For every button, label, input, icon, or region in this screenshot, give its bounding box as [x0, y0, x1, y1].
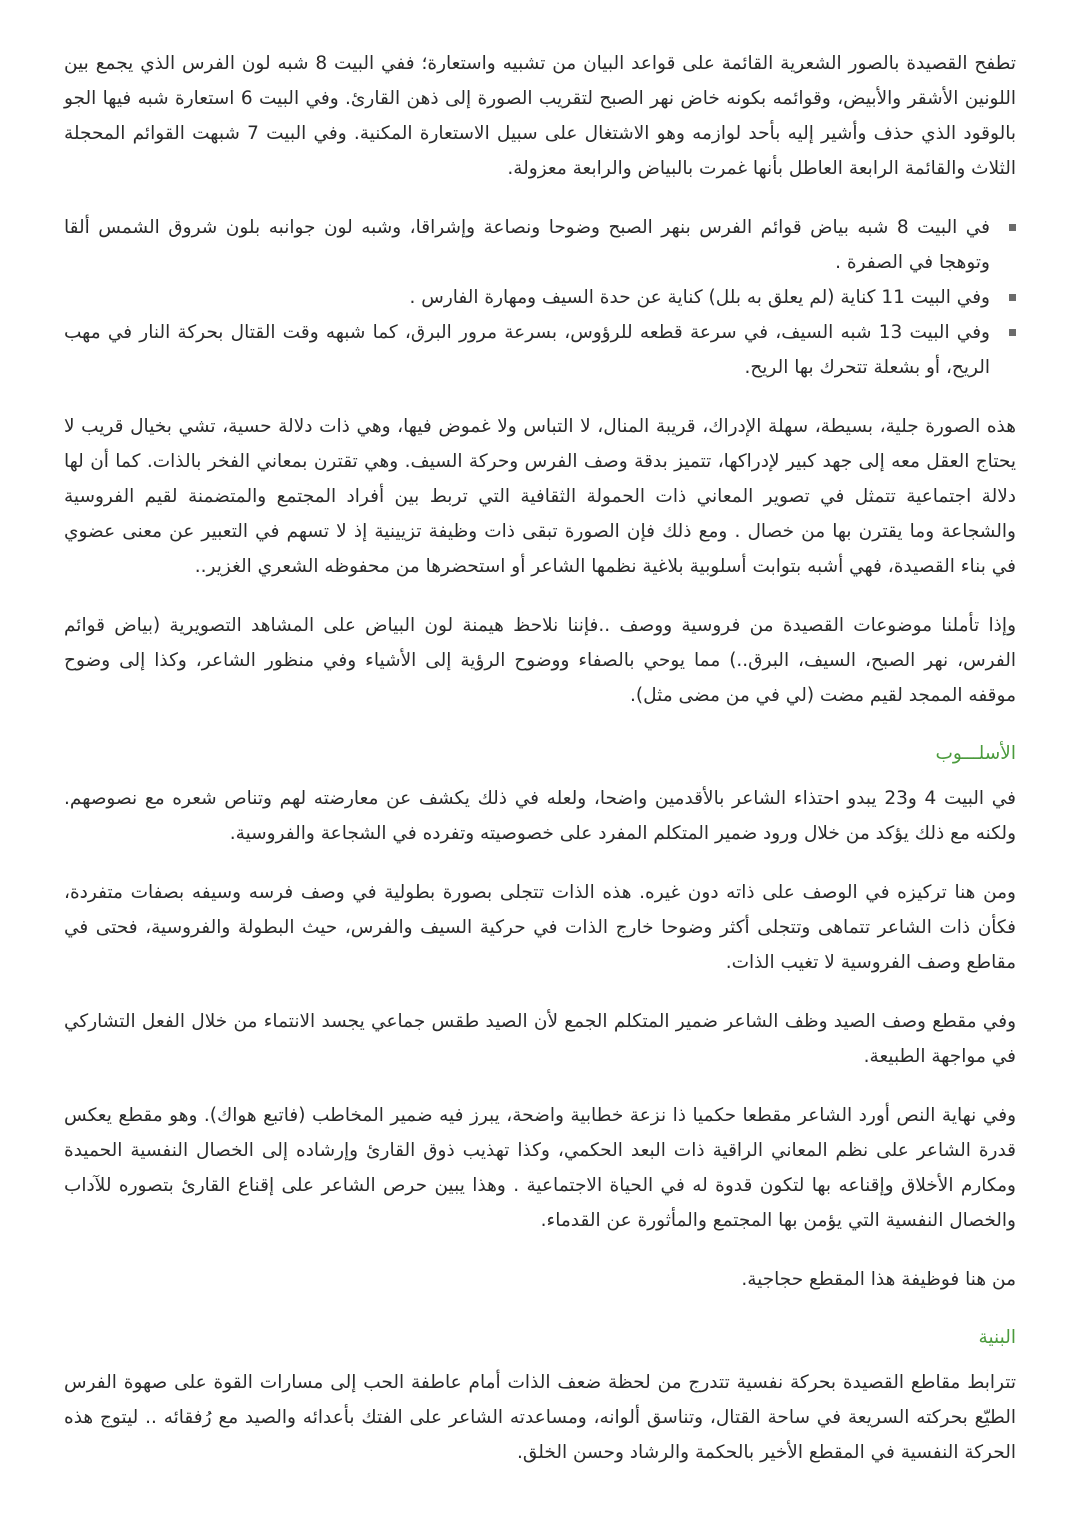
structure-paragraph: تترابط مقاطع القصيدة بحركة نفسية تتدرج من لحظة ضعف الذات أمام عاطفة الحب إلى مسارات القوة على صهوة الفرس الطيّع بحركته السريعة في ساحة القتال، وتناسق ألوانه، ومساعدته الشاعر على الفتك بأعدائه والصيد مع رُفقائه .. ليتوج هذه الحركة النفسية في المقطع الأخير بالحكمة والرشاد وحسن الخلق.: [64, 1372, 1016, 1463]
style-paragraph: ومن هنا تركيزه في الوصف على ذاته دون غيره. هذه الذات تتجلى بصورة بطولية في وصف فرسه وسيفه بصفات متفردة، فكأن ذات الشاعر تتماهى وتتجلى أكثر وضوحا خارج الذات في حركية السيف والفرس، حيث البطولة والفروسية، فحتى في مقاطع وصف الفروسية لا تغيب الذات.: [64, 882, 1016, 973]
style-paragraph: في البيت 4 و23 يبدو احتذاء الشاعر بالأقدمين واضحا، ولعله في ذلك يكشف عن معارضته لهم وتناص شعره مع نصوصهم. ولكنه مع ذلك يؤكد من خلال ورود ضمير المتكلم المفرد على خصوصيته وتفرده في الشجاعة والفروسية.: [64, 788, 1016, 844]
bullet-text: في البيت 8 شبه بياض قوائم الفرس بنهر الصبح وضوحا ونصاعة وإشراقا، وشبه لون جوانبه بلون شروق الشمس ألقا وتوهجا في الصفرة .: [64, 217, 990, 273]
bullet-text: وفي البيت 11 كناية (لم يعلق به بلل) كناية عن حدة السيف ومهارة الفارس .: [409, 287, 990, 308]
square-bullet-icon: [1009, 329, 1016, 336]
imagery-bullet-list: [64, 210, 1016, 385]
square-bullet-icon: [1009, 224, 1016, 231]
article-body: [64, 46, 1016, 1494]
bullet-item: [64, 315, 990, 385]
style-paragraph: وفي نهاية النص أورد الشاعر مقطعا حكميا ذا نزعة خطابية واضحة، يبرز فيه ضمير المخاطب (فاتبع هواك). وهو مقطع يعكس قدرة الشاعر على نظم المعاني الراقية ذات البعد الحكمي، وكذا تهذيب ذوق القارئ وإرشاده إلى الخصال النفسية الحميدة ومكارم الأخلاق وإقناعه بها لتكون قدوة له في الحياة الاجتماعية . وهذا يبين حرص الشاعر على إقناع القارئ بتصوره للآداب والخصال النفسية التي يؤمن بها المجتمع والمأثورة عن القدماء.: [64, 1105, 1016, 1231]
style-paragraph: من هنا فوظيفة هذا المقطع حجاجية.: [741, 1269, 1016, 1290]
style-paragraph: وفي مقطع وصف الصيد وظف الشاعر ضمير المتكلم الجمع لأن الصيد طقس جماعي يجسد الانتماء من خلال الفعل التشاركي في مواجهة الطبيعة.: [64, 1011, 1016, 1067]
structure-section-heading: البنية: [978, 1327, 1016, 1348]
square-bullet-icon: [1009, 294, 1016, 301]
bullet-item: [64, 210, 990, 280]
intro-paragraph: تطفح القصيدة بالصور الشعرية القائمة على قواعد البيان من تشبيه واستعارة؛ ففي البيت 8 شبه لون الفرس الذي يجمع بين اللونين الأشقر والأبيض، وقوائمه بكونه خاض نهر الصبح لتقريب الصورة إلى ذهن القارئ. وفي البيت 6 استعارة شبه فيها الجو بالوقود الذي حذف وأشير إليه بأحد لوازمه وهو الاشتغال على سبيل الاستعارة المكنية. وفي البيت 7 شبهت القوائم المحجلة الثلاث والقائمة الرابعة العاطل بأنها غمرت بالبياض والرابعة معزولة.: [64, 53, 1016, 179]
bullet-item: [64, 280, 990, 315]
bullet-text: وفي البيت 13 شبه السيف، في سرعة قطعه للرؤوس، بسرعة مرور البرق، كما شبهه وقت القتال بحركة النار في مهب الريح، أو بشعلة تتحرك بها الريح.: [64, 322, 990, 378]
style-section-heading: الأسلـــوب: [935, 743, 1016, 764]
image-analysis-paragraph: هذه الصورة جلية، بسيطة، سهلة الإدراك، قريبة المنال، لا التباس ولا غموض فيها، وهي ذات دلالة حسية، تشي بخيال قريب لا يحتاج العقل معه إلى جهد كبير لإدراكها، تتميز بدقة وصف الفرس وحركة السيف. وهي تقترن بمعاني الفخر بالذات. كما أن لها دلالة اجتماعية تتمثل في تصوير المعاني ذات الحمولة الثقافية التي تربط بين أفراد المجتمع والمتضمنة لقيم الفروسية والشجاعة وما يقترن بها من خصال . ومع ذلك فإن الصورة تبقى ذات وظيفة تزيينية إذ لا تسهم في التعبير عن معنى عضوي في بناء القصيدة، فهي أشبه بتوابت أسلوبية بلاغية نظمها الشاعر أو استحضرها من محفوظه الشعري الغزير..: [64, 416, 1016, 577]
whiteness-paragraph: وإذا تأملنا موضوعات القصيدة من فروسية ووصف ..فإننا نلاحظ هيمنة لون البياض على المشاهد التصويرية (بياض قوائم الفرس، نهر الصبح، السيف، البرق..) مما يوحي بالصفاء ووضوح الرؤية إلى الأشياء وفي منظور الشاعر، وكذا إلى وضوح موقفه الممجد لقيم مضت (لي في من مضى مثل).: [64, 615, 1016, 706]
